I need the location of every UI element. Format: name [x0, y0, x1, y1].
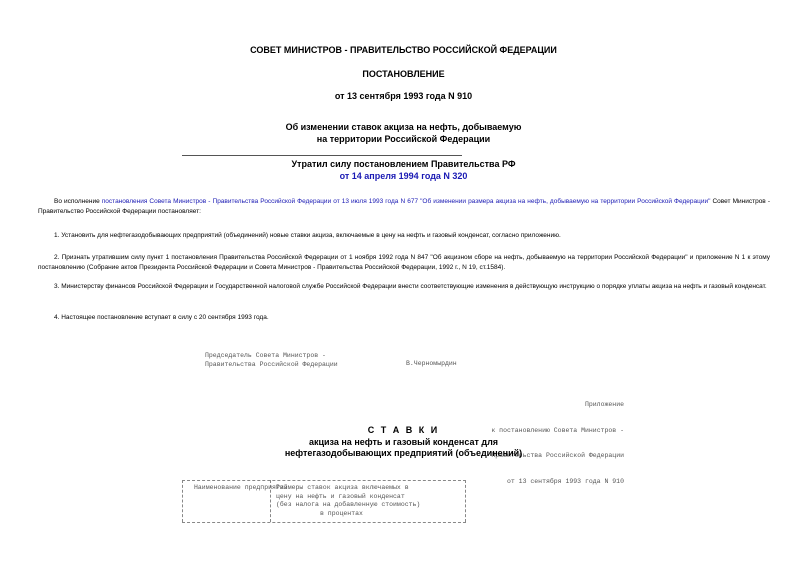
document-subject-line1: Об изменении ставок акциза на нефть, добываемую — [285, 122, 522, 132]
clause-4-text: 4. Настоящее постановление вступает в силу с 20 сентября 1993 года. — [54, 314, 269, 321]
repeal-separator — [182, 155, 462, 156]
clause-3-text: 3. Министерству финансов Российской Федерации и Государственной налоговой службе Российской Федерации внести соответствующие изменения в действующую инструкцию о порядке уплаты акциза на нефть и газовый конденсат. — [54, 283, 767, 290]
repeal-notice — [0, 158, 807, 182]
clause-3 — [38, 282, 770, 292]
rates-subtitle-line2: нефтегазодобывающих предприятий (объединений) — [284, 448, 523, 458]
clause-1 — [38, 231, 770, 241]
document-subject-line2: на территории Российской Федерации — [316, 134, 491, 144]
document-subject — [0, 121, 807, 145]
table-right-border — [465, 480, 466, 522]
table-left-border — [182, 480, 183, 522]
rates-title: С Т А В К И — [367, 425, 440, 435]
document-date-number: от 13 сентября 1993 года N 910 — [334, 91, 473, 101]
clause-4 — [38, 313, 770, 323]
signature-name: В.Черномырдин — [406, 360, 457, 367]
table-header-rate-line3: (без налога на добавленную стоимость) — [276, 501, 421, 508]
document-type-heading: ПОСТАНОВЛЕНИЕ — [362, 69, 445, 79]
rates-subtitle — [0, 437, 807, 459]
appendix-line2: к постановлению Совета Министров - — [491, 426, 624, 434]
signature-position-line2: Правительства Российской Федерации — [205, 360, 338, 368]
appendix-line1: Приложение — [584, 401, 624, 408]
rates-subtitle-line1: акциза на нефть и газовый конденсат для — [308, 437, 499, 447]
repeal-notice-link[interactable]: от 14 апреля 1994 года N 320 — [339, 171, 468, 181]
signature-position-line1: Председатель Совета Министров - — [205, 352, 326, 359]
preamble-link[interactable]: постановления Совета Министров - Правительства Российской Федерации от 13 июля 1993 года N 677 "Об изменении размера акциза на нефть, добываемую на территории Российской Федерации" — [101, 198, 711, 205]
table-header-enterprise: Наименование предприятий — [194, 484, 288, 491]
issuer-heading: СОВЕТ МИНИСТРОВ - ПРАВИТЕЛЬСТВО РОССИЙСКОЙ ФЕДЕРАЦИИ — [250, 45, 557, 55]
clause-2 — [38, 253, 770, 273]
table-header-rate — [276, 484, 420, 518]
appendix-line4: от 13 сентября 1993 года N 910 — [506, 477, 624, 485]
preamble-tail: Совет Министров - Правительство Российской Федерации постановляет: — [38, 198, 770, 215]
table-bottom-rule — [182, 522, 466, 523]
appendix-line3: Правительства Российской Федерации — [491, 452, 624, 459]
table-header-rate-line2: цену на нефть и газовый конденсат — [276, 492, 405, 500]
table-top-rule — [182, 480, 466, 481]
clause-1-text: 1. Установить для нефтегазодобывающих предприятий (объединений) новые ставки акциза, включаемые в цену на нефть и газовый конденсат, согласно приложению. — [54, 232, 561, 239]
table-header-rate-line4: в процентах — [320, 509, 363, 517]
repeal-notice-line1: Утратил силу постановлением Правительства РФ — [291, 159, 516, 169]
preamble-lead: Во исполнение — [54, 198, 102, 205]
clause-2-text: 2. Признать утратившим силу пункт 1 постановления Правительства Российской Федерации от 1 ноября 1992 года N 847 "Об акцизном сборе на нефть, добываемую на территории Российской Федерации" и приложение N 1 к этому постановлению (Собрание актов Президента Российской Федерации и Совета Министров - Правительства Российской Федерации, 1992 г., N 19, ст.1584). — [38, 254, 770, 271]
signature-position — [205, 352, 338, 369]
table-header-rate-line1: Размеры ставок акциза включаемых в — [276, 484, 409, 491]
preamble-paragraph — [38, 197, 770, 217]
rates-table — [182, 478, 466, 524]
